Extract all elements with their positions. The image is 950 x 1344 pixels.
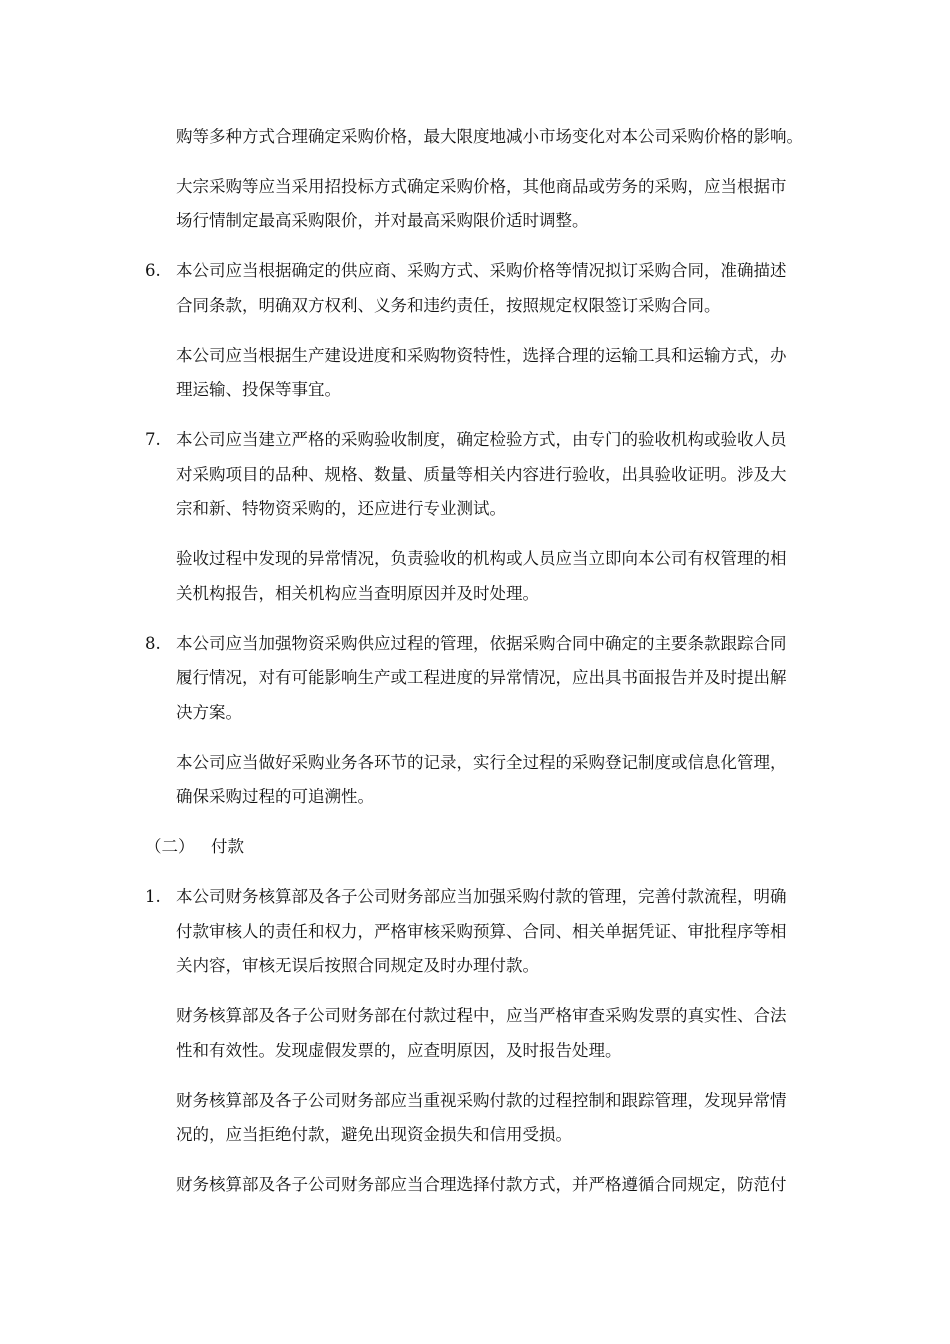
section-number: （二）: [145, 837, 195, 856]
paragraph-line: 合同条款，明确双方权利、义务和违约责任，按照规定权限签订采购合同。: [176, 296, 721, 315]
list-number: 8.: [145, 634, 161, 653]
paragraph-line: 对采购项目的品种、规格、数量、质量等相关内容进行验收，出具验收证明。涉及大: [176, 465, 787, 484]
paragraph-line: 购等多种方式合理确定采购价格，最大限度地减小市场变化对本公司采购价格的影响。: [176, 127, 803, 146]
paragraph-line: 本公司应当根据生产建设进度和采购物资特性，选择合理的运输工具和运输方式，办: [176, 346, 787, 365]
paragraph-line: 本公司应当加强物资采购供应过程的管理，依据采购合同中确定的主要条款跟踪合同: [176, 634, 787, 653]
paragraph-line: 付款审核人的责任和权力，严格审核采购预算、合同、相关单据凭证、审批程序等相: [176, 922, 787, 941]
paragraph-line: 大宗采购等应当采用招投标方式确定采购价格，其他商品或劳务的采购，应当根据市: [176, 177, 787, 196]
paragraph-line: 况的，应当拒绝付款，避免出现资金损失和信用受损。: [176, 1125, 572, 1144]
paragraph-line: 本公司财务核算部及各子公司财务部应当加强采购付款的管理，完善付款流程，明确: [176, 887, 787, 906]
paragraph-line: 关内容，审核无误后按照合同规定及时办理付款。: [176, 956, 539, 975]
paragraph-line: 确保采购过程的可追溯性。: [176, 787, 374, 806]
paragraph-line: 本公司应当建立严格的采购验收制度，确定检验方式，由专门的验收机构或验收人员: [176, 430, 787, 449]
section-title: 付款: [211, 837, 244, 856]
paragraph-line: 本公司应当根据确定的供应商、采购方式、采购价格等情况拟订采购合同，准确描述: [176, 261, 787, 280]
paragraph-line: 财务核算部及各子公司财务部应当合理选择付款方式，并严格遵循合同规定，防范付: [176, 1175, 787, 1194]
paragraph-line: 财务核算部及各子公司财务部在付款过程中，应当严格审查采购发票的真实性、合法: [176, 1006, 787, 1025]
paragraph-line: 关机构报告，相关机构应当查明原因并及时处理。: [176, 584, 539, 603]
paragraph-line: 性和有效性。发现虚假发票的，应查明原因，及时报告处理。: [176, 1041, 622, 1060]
paragraph-line: 宗和新、特物资采购的，还应进行专业测试。: [176, 499, 506, 518]
paragraph-line: 理运输、投保等事宜。: [176, 380, 341, 399]
list-number: 7.: [145, 430, 161, 449]
list-number: 1.: [145, 887, 161, 906]
paragraph-line: 验收过程中发现的异常情况，负责验收的机构或人员应当立即向本公司有权管理的相: [176, 549, 787, 568]
paragraph-line: 本公司应当做好采购业务各环节的记录，实行全过程的采购登记制度或信息化管理，: [176, 753, 787, 772]
paragraph-line: 财务核算部及各子公司财务部应当重视采购付款的过程控制和跟踪管理，发现异常情: [176, 1091, 787, 1110]
paragraph-line: 履行情况，对有可能影响生产或工程进度的异常情况，应出具书面报告并及时提出解: [176, 668, 787, 687]
list-number: 6.: [145, 261, 161, 280]
paragraph-line: 场行情制定最高采购限价，并对最高采购限价适时调整。: [176, 211, 589, 230]
paragraph-line: 决方案。: [176, 703, 242, 722]
